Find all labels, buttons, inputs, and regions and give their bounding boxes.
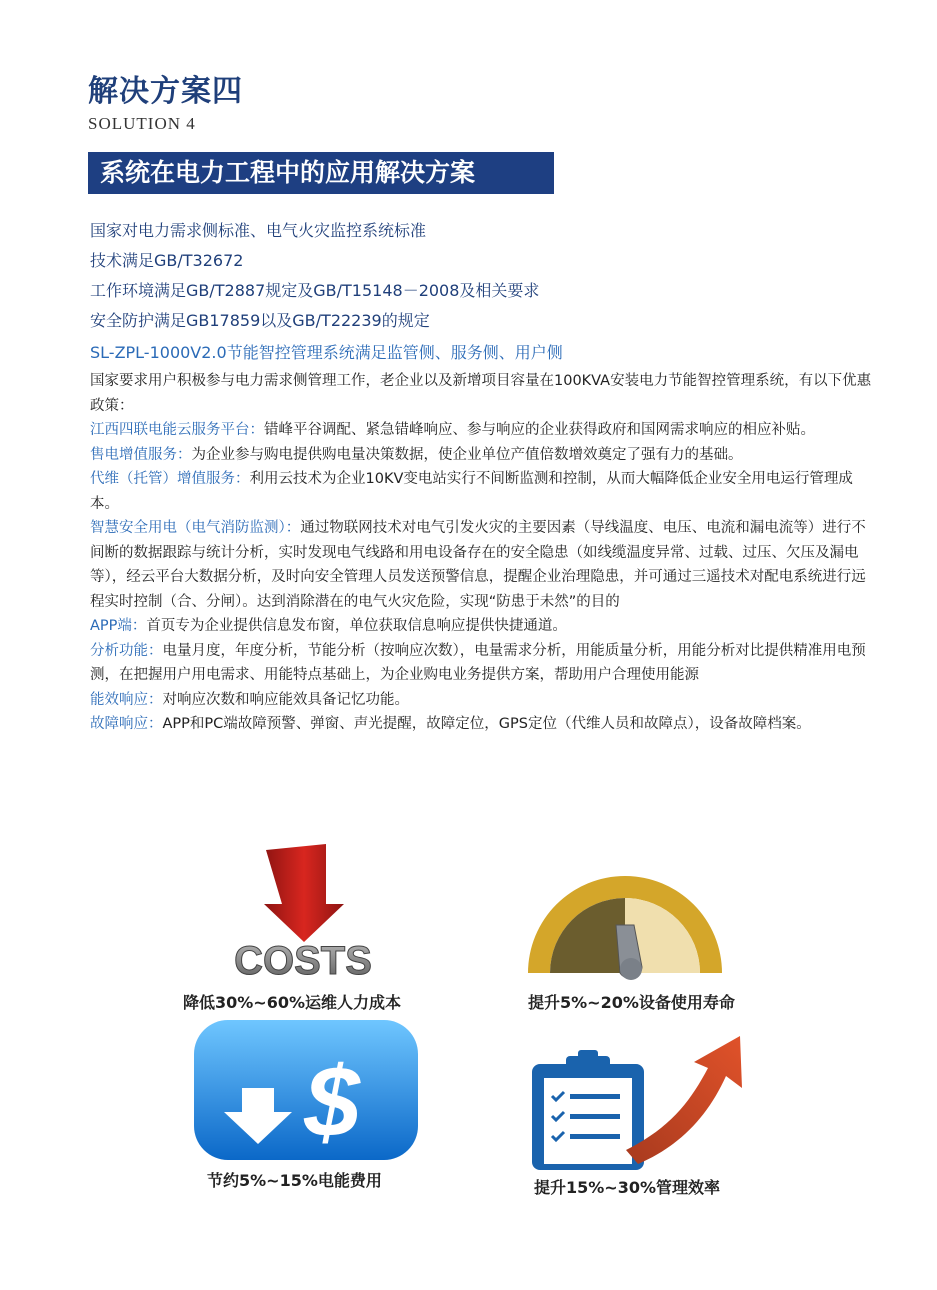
paragraph-fire-safety (90, 516, 880, 614)
standards-list (90, 216, 539, 336)
page-subtitle: SOLUTION 4 (88, 114, 196, 133)
paragraph-policy (90, 369, 880, 418)
paragraph-text: 错峰平谷调配、紧急错峰响应、参与响应的企业获得政府和国网需求响应的相应补贴。 (264, 422, 815, 438)
section-banner: 系统在电力工程中的应用解决方案 (88, 152, 554, 194)
standard-item: 工作环境满足GB/T2887规定及GB/T15148－2008及相关要求 (90, 281, 540, 300)
benefit-caption: 提升5%~20%设备使用寿命 (528, 993, 735, 1012)
paragraph-text: 为企业参与购电提供购电量决策数据，使企业单位产值倍数增效奠定了强有力的基础。 (191, 446, 743, 463)
standard-item: 国家对电力需求侧标准、电气火灾监控系统标准 (90, 221, 427, 240)
paragraph-text: 通过物联网技术对电气引发火灾的主要因素（导线温度、电压、电流和漏电流等）进行不间断的数据跟踪与统计分析，实时发现电气线路和用电设备存在的安全隐患（如线缆温度异常、过载、过压、欠压及漏电等），经云平台大数据分析，及时向安全管理人员发送预警信息，提醒企业治理隐患，并可通过三遥技术对配电系统进行远程实时控制（合、分闸）。达到消除潜在的电气火灾危险，实现“防患于未然”的目的 (90, 520, 866, 610)
paragraph-app (90, 614, 880, 639)
paragraph-efficiency (90, 688, 880, 713)
standard-item: 技术满足GB/T32672 (90, 251, 244, 270)
system-heading: SL-ZPL-1000V2.0节能智控管理系统满足监管侧、服务侧、用户侧 (90, 343, 563, 362)
paragraph-cloud-platform (90, 418, 880, 443)
dollar-down-icon (190, 1016, 422, 1164)
paragraph-text: 电量月度，年度分析，节能分析（按响应次数），电量需求分析，用能质量分析，用能分析对比提供精准用电预测，在把握用户用电需求、用能特点基础上，为企业购电业务提供方案，帮助用户合理使用能源 (90, 642, 866, 683)
clipboard-up-arrow-icon (530, 1032, 760, 1172)
paragraph-label: 分析功能： (90, 642, 163, 659)
paragraph-power-sales (90, 443, 880, 468)
paragraph-label: 能效响应： (90, 691, 163, 708)
paragraph-text: 利用云技术为企业10KV变电站实行不间断监测和控制，从而大幅降低企业安全用电运行管理成本。 (90, 471, 853, 512)
benefit-caption: 节约5%~15%电能费用 (207, 1171, 382, 1190)
paragraph-text: 国家要求用户积极参与电力需求侧管理工作，老企业以及新增项目容量在100KVA安装电力节能智控管理系统，有以下优惠政策： (90, 373, 872, 414)
paragraph-label: 故障响应： (90, 716, 163, 732)
benefit-caption: 降低30%~60%运维人力成本 (183, 993, 402, 1012)
paragraph-maintenance (90, 467, 880, 516)
paragraph-label: 售电增值服务： (90, 446, 192, 463)
body-text (90, 369, 880, 737)
paragraph-text: 首页专为企业提供信息发布窗，单位获取信息响应提供快捷通道。 (146, 618, 567, 634)
standard-item: 安全防护满足GB17859以及GB/T22239的规定 (90, 311, 430, 330)
svg-text:$: $ (304, 1046, 360, 1158)
paragraph-label: 江西四联电能云服务平台： (90, 422, 264, 438)
paragraph-label: 智慧安全用电（电气消防监测）： (90, 520, 301, 536)
gauge-meter-icon (520, 855, 730, 985)
costs-down-arrow-icon (228, 842, 378, 984)
paragraph-label: 代维（托管）增值服务： (90, 471, 250, 487)
benefit-caption: 提升15%~30%管理效率 (534, 1178, 721, 1197)
paragraph-text: 对响应次数和响应能效具备记忆功能。 (162, 691, 409, 708)
page-title: 解决方案四 (88, 74, 243, 109)
paragraph-label: APP端： (90, 618, 147, 634)
paragraph-analysis (90, 639, 880, 688)
paragraph-text: APP和PC端故障预警、弹窗、声光提醒，故障定位，GPS定位（代维人员和故障点），设备故障档案。 (162, 716, 811, 732)
paragraph-fault (90, 712, 880, 737)
costs-word: COSTS (234, 939, 372, 983)
